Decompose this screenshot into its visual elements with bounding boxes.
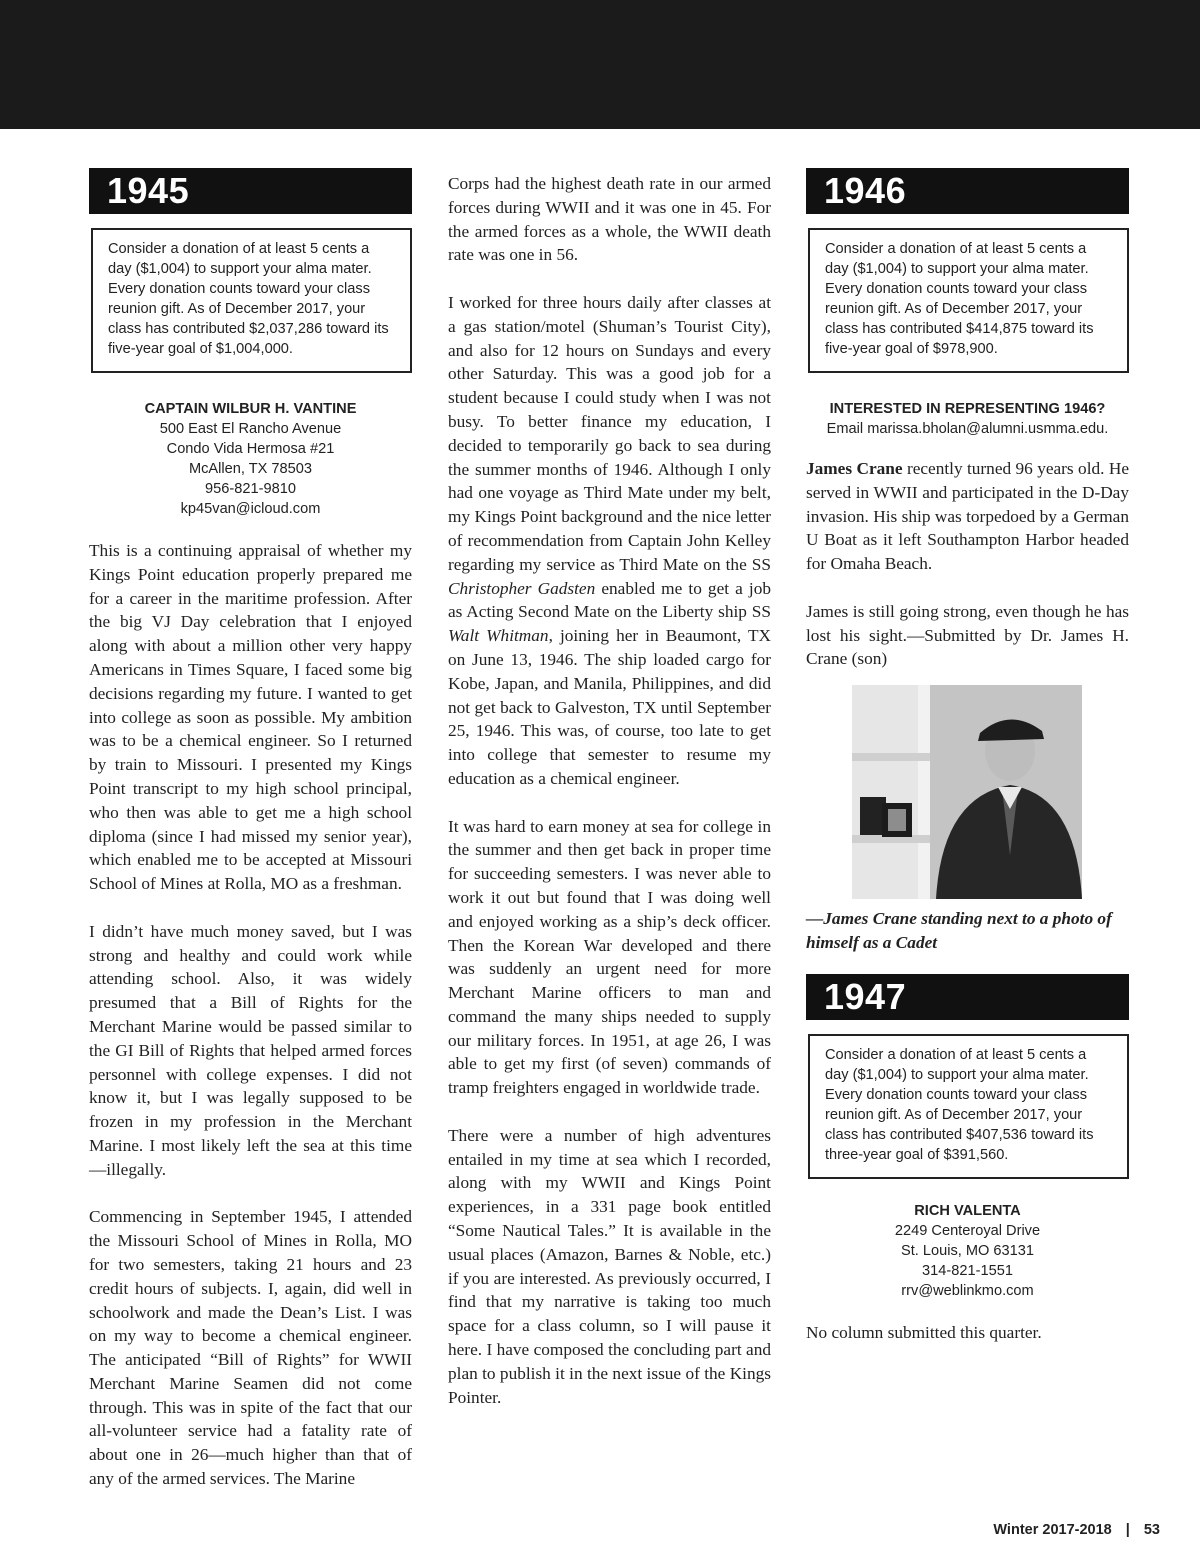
class-contact-1947	[806, 1201, 1129, 1301]
year-heading-1946: 1946	[806, 168, 1129, 214]
interested-heading: INTERESTED IN REPRESENTING 1946?	[829, 401, 1106, 417]
column-1946-1947	[806, 168, 1129, 1345]
contact-city: McAllen, TX 78503	[188, 461, 313, 477]
column-1945	[89, 168, 412, 1491]
contact-name: RICH VALENTA	[914, 1202, 1021, 1219]
contact-email-line[interactable]: Email marissa.bholan@alumni.usmma.edu.	[826, 421, 1109, 437]
donation-box-1945: Consider a donation of at least 5 cents a day ($1,004) to support your alma mater. Every donation counts toward your class reunion gift. As of December 2017, your class has contributed $2,037,286 toward its five-year goal of $1,004,000.	[91, 228, 412, 373]
article-paragraph: This is a continuing appraisal of whether my Kings Point education properly prepared me for a career in the maritime profession. After the big VJ Day celebration that I enjoyed along with about a million other very happy Americans in Times Square, I faced some big decisions regarding my future. I wanted to get into college as soon as possible. My ambition was to be a chemical engineer. So I returned by train to Missouri. I presented my Kings Point transcript to my high school principal, who then was able to get me a high school diploma (since I had missed my senior year), which enabled me to be accepted at Missouri School of Mines at Rolla, MO as a freshman.	[89, 541, 412, 894]
no-column-note: No column submitted this quarter.	[806, 1322, 1042, 1342]
class-contact-1945	[89, 399, 412, 519]
paragraph-text: enabled me to get a job as Acting Second Mate on the Liberty ship SS	[448, 578, 771, 622]
contact-address-line1: 500 East El Rancho Avenue	[159, 421, 342, 437]
article-paragraph: There were a number of high adventures entailed in my time at sea which I recorded, along with my WWII and Kings Point experiences, in a 331 page book entitled “Some Nautical Tales.” It is available in the usual places (Amazon, Barnes & Noble, etc.) if you are interested. As previously occurred, I find that my narrative is taking too much space for a class column, so I will pause it here. I have composed the concluding part and plan to publish it in the next issue of the Kings Pointer.	[448, 1125, 771, 1407]
contact-phone: 956-821-9810	[205, 481, 296, 497]
ship-name: Walt Whitman	[448, 626, 549, 646]
article-paragraph: Commencing in September 1945, I attended the Missouri School of Mines in Rolla, MO for two semesters, taking 21 hours and 23 credit hours of subjects. I, again, did well in schoolwork and made the Dean’s List. I was on my way to become a chemical engineer. The anticipated “Bill of Rights” for WWII Merchant Marine Seamen did not come through. This was in spite of the fact that our all-volunteer service had a fatality rate of about one in 26—much higher than that of any of the armed services. The Marine	[89, 1207, 412, 1489]
article-paragraph	[448, 291, 771, 791]
page-footer	[993, 1522, 1160, 1538]
person-name: James Crane	[806, 459, 903, 478]
article-paragraph: It was hard to earn money at sea for college in the summer and then get back in proper time for succeeding semesters. I was never able to work it out but found that I was doing well and enjoyed working as a ship’s deck officer. Then the Korean War developed and there was suddenly an urgent need for more Merchant Marine officers to man and command the many ships needed to supply our military forces. In 1951, at age 26, I was able to get my first (of seven) commands of tramp freighters engaged in worldwide trade.	[448, 816, 771, 1098]
photo-james-crane	[852, 685, 1082, 899]
donation-box-1947: Consider a donation of at least 5 cents a day ($1,004) to support your alma mater. Every donation counts toward your class reunion gift. As of December 2017, your class has contributed $407,536 toward its three-year goal of $391,560.	[808, 1034, 1129, 1179]
paragraph-text: recently turned 96 years old. He served in WWII and participated in the D-Day invasion. His ship was torpedoed by a German U Boat as it left Southampton Harbor headed for Omaha Beach.	[806, 459, 1130, 574]
paragraph-text: , joining her in Beaumont, TX on June 13, 1946. The ship loaded cargo for Kobe, Japan, and Manila, Philippines, and did not get back to Galveston, TX until September 25, 1946. This was, of course, too late to get into college that semester to resume my education as a chemical engineer.	[448, 626, 771, 788]
class-contact-1946	[806, 399, 1129, 439]
footer-separator: |	[1125, 1522, 1130, 1538]
ship-name: Christopher Gadsten	[448, 578, 596, 598]
year-heading-1945: 1945	[89, 168, 412, 214]
contact-address-line1: 2249 Centeroyal Drive	[894, 1222, 1041, 1239]
contact-email[interactable]: rrv@weblinkmo.com	[901, 1282, 1034, 1299]
issue-label: Winter 2017-2018	[993, 1522, 1112, 1538]
contact-phone: 314-821-1551	[922, 1262, 1013, 1279]
donation-box-1946: Consider a donation of at least 5 cents a day ($1,004) to support your alma mater. Every donation counts toward your class reunion gift. As of December 2017, your class has contributed $414,875 toward its five-year goal of $978,900.	[808, 228, 1129, 373]
photo-caption: —James Crane standing next to a photo of himself as a Cadet	[806, 909, 1112, 952]
top-banner	[0, 0, 1200, 129]
contact-name: CAPTAIN WILBUR H. VANTINE	[144, 401, 357, 417]
article-paragraph: James is still going strong, even though he has lost his sight.—Submitted by Dr. James H. Crane (son)	[806, 601, 1129, 669]
article-paragraph: I didn’t have much money saved, but I was strong and healthy and could work while attending school. Also, it was widely presumed that a Bill of Rights for the Merchant Marine would be passed similar to the GI Bill of Rights that helped armed forces personnel with college expenses. I did not know it, but I was legally supposed to be frozen in my profession in the Merchant Marine. I most likely left the sea at this time—illegally.	[89, 921, 412, 1179]
contact-city: St. Louis, MO 63131	[900, 1242, 1035, 1259]
paragraph-text: I worked for three hours daily after classes at a gas station/motel (Shuman’s Tourist City), and also for 12 hours on Sundays and every other Saturday. This was a good job for a student because I could study when I was not busy. To better finance my education, I decided to temporarily go back to sea during the summer months of 1946. Although I only had one voyage as Third Mate under my belt, my Kings Point background and the nice letter of recommendation from Captain John Kelley regarding my service as Third Mate on the SS	[448, 292, 771, 574]
page-number: 53	[1143, 1522, 1160, 1538]
article-paragraph	[806, 457, 1129, 576]
article-paragraph: Corps had the highest death rate in our armed forces during WWII and it was one in 45. For the armed forces as a whole, the WWII death rate was one in 56.	[448, 174, 771, 265]
year-heading-1947: 1947	[806, 974, 1129, 1020]
contact-address-line2: Condo Vida Hermosa #21	[166, 441, 335, 457]
contact-email[interactable]: kp45van@icloud.com	[180, 501, 321, 517]
column-1945-continued	[448, 172, 771, 1409]
